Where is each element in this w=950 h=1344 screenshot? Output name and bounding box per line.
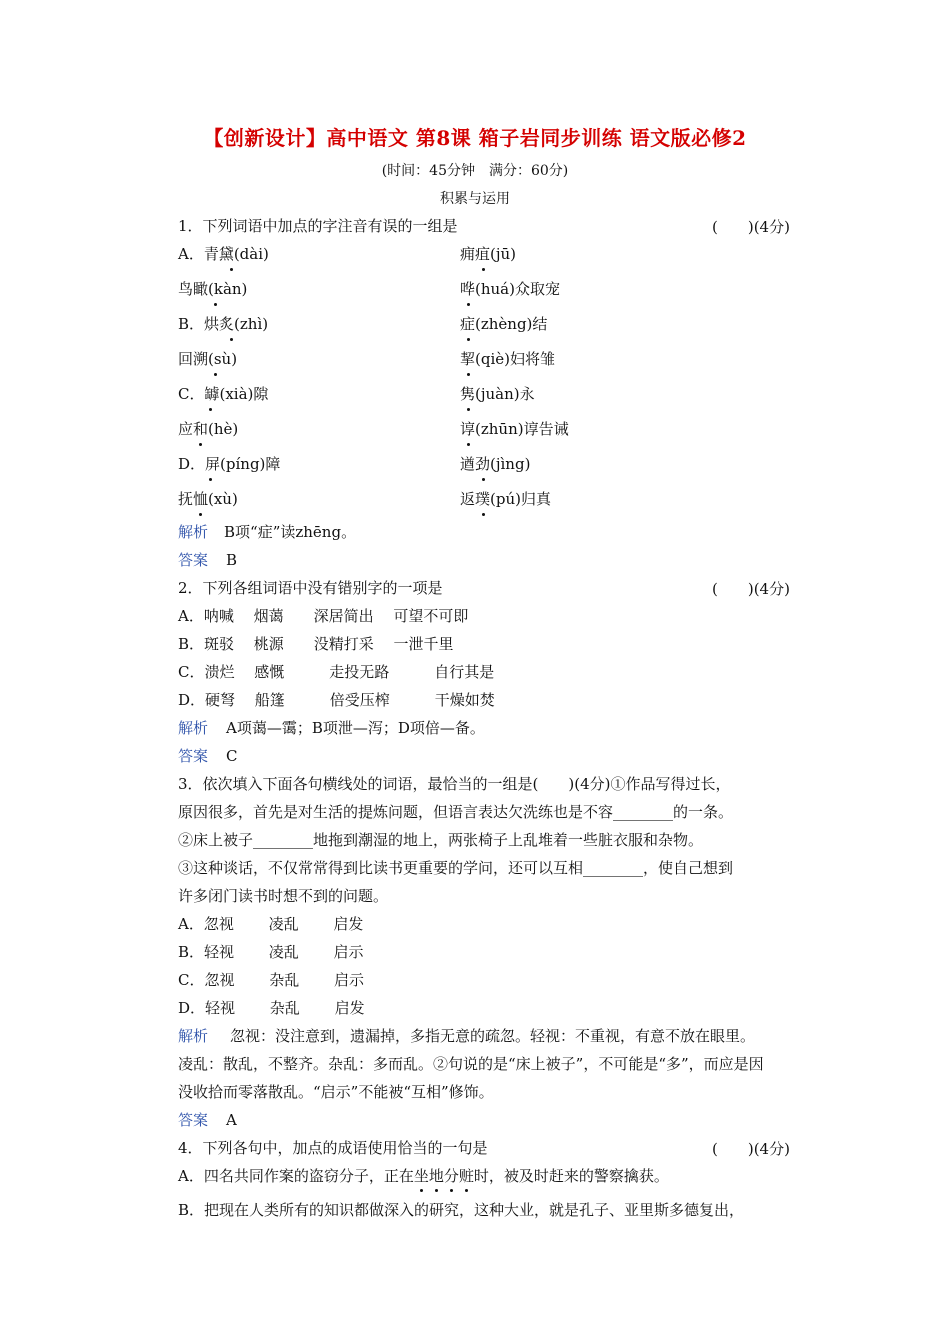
q3-sentence-3-line-2: 许多闭门读书时想不到的问题。 xyxy=(178,887,389,905)
q3-analysis-line-2: 凌乱：散乱，不整齐。杂乱：多而乱。②句说的是“床上被子”，不可能是“多”，而应是因 xyxy=(178,1055,764,1073)
emphasis-dot xyxy=(209,408,212,411)
q3-stem-line-2: 原因很多，首先是对生活的提炼问题，但语言表达欠洗练也是不容________的一条。 xyxy=(178,803,734,821)
q2-mark: ( )(4分) xyxy=(712,580,790,598)
q1-stem: 1．下列词语中加点的字注音有误的一组是 xyxy=(178,217,458,235)
q2-option-b: B．斑驳 桃源 没精打采 一泄千里 xyxy=(178,635,454,653)
section-heading: 积累与运用 xyxy=(440,191,510,207)
q3-sentence-2: ②床上被子________地拖到潮湿的地上，两张椅子上乱堆着一些脏衣服和杂物。 xyxy=(178,831,704,849)
q2-analysis: A项蔼—霭；B项泄—泻；D项倍—备。 xyxy=(226,719,485,737)
emphasis-dot xyxy=(465,1189,468,1192)
q1-row-7-right: 遒劲(jìng) xyxy=(460,455,531,473)
q1-row-2-left: 鸟瞰(kàn) xyxy=(178,280,248,298)
q1-analysis: B项“症”读zhēng。 xyxy=(224,523,357,541)
q1-row-8-left: 抚恤(xù) xyxy=(178,490,238,508)
q4-option-b: B．把现在人类所有的知识都做深入的研究，这种大业，就是孔子、亚里斯多德复出， xyxy=(178,1201,745,1219)
emphasis-dot xyxy=(482,513,485,516)
q3-option-a: A．忽视 凌乱 启发 xyxy=(178,915,364,933)
q4-stem: 4．下列各句中，加点的成语使用恰当的一句是 xyxy=(178,1139,488,1157)
emphasis-dot xyxy=(420,1189,423,1192)
q1-row-3-left: B．烘炙(zhì) xyxy=(178,315,269,333)
q3-answer-label: 答案 xyxy=(178,1111,209,1129)
q1-row-7-left: D．屏(píng)障 xyxy=(178,455,281,473)
emphasis-dot xyxy=(467,373,470,376)
emphasis-dot xyxy=(450,1189,453,1192)
q1-row-3-right: 症(zhèng)结 xyxy=(460,315,548,333)
q1-row-1-right: 痈疽(jū) xyxy=(460,245,517,263)
emphasis-dot xyxy=(214,373,217,376)
q1-row-1-left: A．青黛(dài) xyxy=(178,245,269,263)
emphasis-dot xyxy=(482,478,485,481)
q2-stem: 2．下列各组词语中没有错别字的一项是 xyxy=(178,579,443,597)
q1-row-4-right: 挈(qiè)妇将雏 xyxy=(460,350,555,368)
emphasis-dot xyxy=(199,513,202,516)
q1-mark: ( )(4分) xyxy=(712,218,790,236)
emphasis-dot xyxy=(467,408,470,411)
q1-row-8-right: 返璞(pú)归真 xyxy=(460,490,551,508)
q2-option-c: C．溃烂 感慨 走投无路 自行其是 xyxy=(178,663,495,681)
q3-option-c: C．忽视 杂乱 启示 xyxy=(178,971,365,989)
q2-answer-label: 答案 xyxy=(178,747,209,765)
q3-analysis-label: 解析 xyxy=(178,1027,209,1045)
emphasis-dot xyxy=(435,1189,438,1192)
time-info: (时间：45分钟 满分：60分) xyxy=(381,163,569,179)
emphasis-dot xyxy=(482,268,485,271)
document-title: 【创新设计】高中语文 第8课 箱子岩同步训练 语文版必修2 xyxy=(203,126,747,150)
emphasis-dot xyxy=(209,478,212,481)
q1-row-4-left: 回溯(sù) xyxy=(178,350,238,368)
q1-analysis-label: 解析 xyxy=(178,523,209,541)
q1-row-5-right: 隽(juàn)永 xyxy=(460,385,535,403)
emphasis-dot xyxy=(467,338,470,341)
emphasis-dot xyxy=(214,303,217,306)
q1-row-6-left: 应和(hè) xyxy=(178,420,239,438)
q4-option-a: A．四名共同作案的盗窃分子，正在坐地分赃时，被及时赶来的警察擒获。 xyxy=(178,1167,669,1185)
emphasis-dot xyxy=(199,443,202,446)
q3-sentence-3-line-1: ③这种谈话，不仅常常得到比读书更重要的学问，还可以互相________，使自己想到 xyxy=(178,859,734,877)
q3-answer: A xyxy=(226,1111,237,1129)
q1-row-2-right: 哗(huá)众取宠 xyxy=(460,280,560,298)
q4-mark: ( )(4分) xyxy=(712,1140,790,1158)
q3-option-b: B．轻视 凌乱 启示 xyxy=(178,943,364,961)
q3-stem-line-1: 3．依次填入下面各句横线处的词语，最恰当的一组是( )(4分)①作品写得过长， xyxy=(178,775,731,793)
q1-answer: B xyxy=(226,551,238,569)
q3-analysis-line-1: 忽视：没注意到，遗漏掉，多指无意的疏忽。轻视：不重视，有意不放在眼里。 xyxy=(230,1027,756,1045)
q2-analysis-label: 解析 xyxy=(178,719,209,737)
q1-answer-label: 答案 xyxy=(178,551,209,569)
emphasis-dot xyxy=(230,338,233,341)
emphasis-dot xyxy=(467,303,470,306)
q1-row-5-left: C．罅(xià)隙 xyxy=(178,385,269,403)
emphasis-dot xyxy=(230,268,233,271)
q3-option-d: D．轻视 杂乱 启发 xyxy=(178,999,365,1017)
q1-row-6-right: 谆(zhūn)谆告诫 xyxy=(460,420,569,438)
q2-option-a: A．呐喊 烟蔼 深居简出 可望不可即 xyxy=(178,607,469,625)
q2-option-d: D．硬弩 船篷 倍受压榨 干燥如焚 xyxy=(178,691,495,709)
q2-answer: C xyxy=(226,747,238,765)
q3-analysis-line-3: 没收拾而零落散乱。“启示”不能被“互相”修饰。 xyxy=(178,1083,494,1101)
emphasis-dot xyxy=(467,443,470,446)
